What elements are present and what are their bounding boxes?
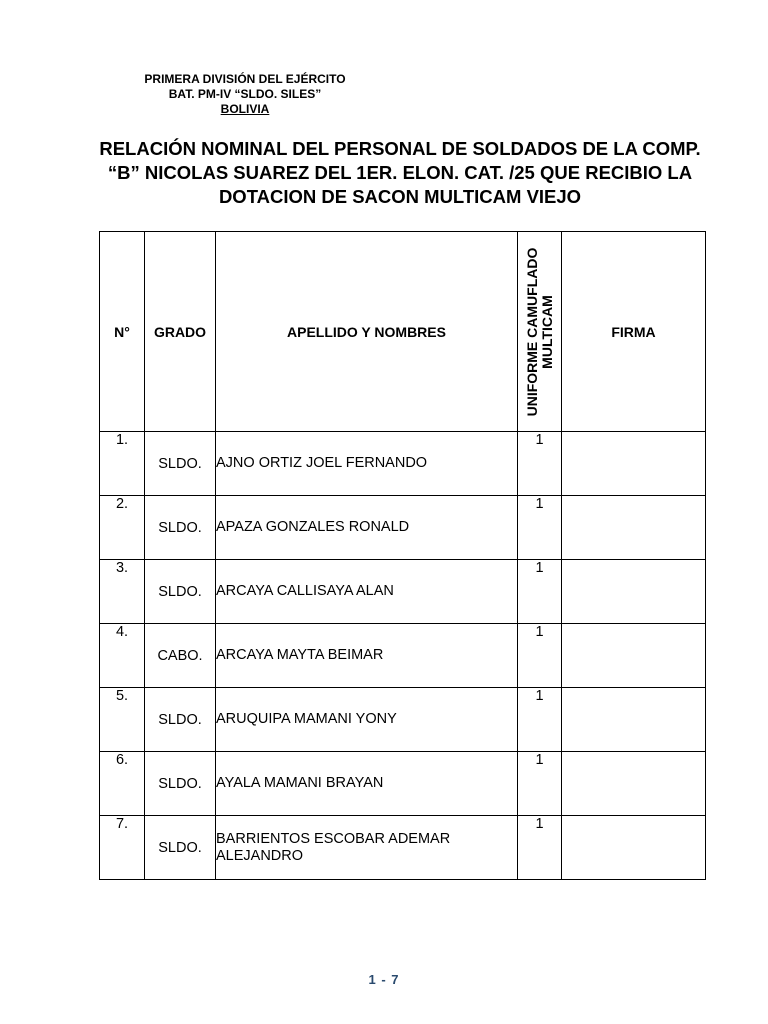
page-number: 1 - 7 xyxy=(368,972,400,987)
row-signature xyxy=(562,688,706,752)
row-grade: SLDO. xyxy=(145,432,216,496)
table-row xyxy=(100,752,706,816)
roster-table xyxy=(99,231,706,880)
row-name: BARRIENTOS ESCOBAR ADEMAR ALEJANDRO xyxy=(216,816,518,880)
row-signature xyxy=(562,624,706,688)
table-row xyxy=(100,688,706,752)
table-header-row xyxy=(100,232,706,432)
row-grade: SLDO. xyxy=(145,752,216,816)
row-name: ARCAYA MAYTA BEIMAR xyxy=(216,624,518,688)
header-number: N° xyxy=(100,232,145,432)
header-division: PRIMERA DIVISIÓN DEL EJÉRCITO xyxy=(144,72,346,86)
table-row xyxy=(100,624,706,688)
table-row xyxy=(100,496,706,560)
row-uniform-qty: 1 xyxy=(518,688,562,752)
header-country: BOLIVIA xyxy=(220,102,270,116)
table-row xyxy=(100,816,706,880)
header-signature: FIRMA xyxy=(562,232,706,432)
row-grade: SLDO. xyxy=(145,560,216,624)
row-number: 3. xyxy=(100,560,145,624)
header-uniform: UNIFORME CAMUFLADO MULTICAM xyxy=(523,247,555,416)
row-uniform-qty: 1 xyxy=(518,560,562,624)
row-name: AYALA MAMANI BRAYAN xyxy=(216,752,518,816)
row-name: APAZA GONZALES RONALD xyxy=(216,496,518,560)
document-header xyxy=(110,72,380,117)
table-row xyxy=(100,560,706,624)
row-grade: SLDO. xyxy=(145,688,216,752)
header-uniform-cell xyxy=(518,232,562,432)
row-grade: SLDO. xyxy=(145,816,216,880)
row-name: AJNO ORTIZ JOEL FERNANDO xyxy=(216,432,518,496)
row-grade: CABO. xyxy=(145,624,216,688)
row-signature xyxy=(562,560,706,624)
header-grade: GRADO xyxy=(145,232,216,432)
document-title: RELACIÓN NOMINAL DEL PERSONAL DE SOLDADOS DE LA COMP. “B” NICOLAS SUAREZ DEL 1ER. ELON. CAT. /25 QUE RECIBIO LA DOTACION DE SACON MULTICAM VIEJO xyxy=(99,138,701,207)
row-signature xyxy=(562,432,706,496)
row-number: 4. xyxy=(100,624,145,688)
row-signature xyxy=(562,816,706,880)
row-grade: SLDO. xyxy=(145,496,216,560)
table-row xyxy=(100,432,706,496)
row-name: ARCAYA CALLISAYA ALAN xyxy=(216,560,518,624)
row-uniform-qty: 1 xyxy=(518,752,562,816)
header-battalion: BAT. PM-IV “SLDO. SILES” xyxy=(168,87,322,101)
row-signature xyxy=(562,496,706,560)
row-uniform-qty: 1 xyxy=(518,624,562,688)
row-uniform-qty: 1 xyxy=(518,496,562,560)
row-number: 1. xyxy=(100,432,145,496)
roster-body xyxy=(100,432,706,880)
row-signature xyxy=(562,752,706,816)
row-number: 7. xyxy=(100,816,145,880)
header-name: APELLIDO Y NOMBRES xyxy=(216,232,518,432)
row-uniform-qty: 1 xyxy=(518,816,562,880)
row-name: ARUQUIPA MAMANI YONY xyxy=(216,688,518,752)
row-number: 2. xyxy=(100,496,145,560)
row-uniform-qty: 1 xyxy=(518,432,562,496)
row-number: 6. xyxy=(100,752,145,816)
row-number: 5. xyxy=(100,688,145,752)
